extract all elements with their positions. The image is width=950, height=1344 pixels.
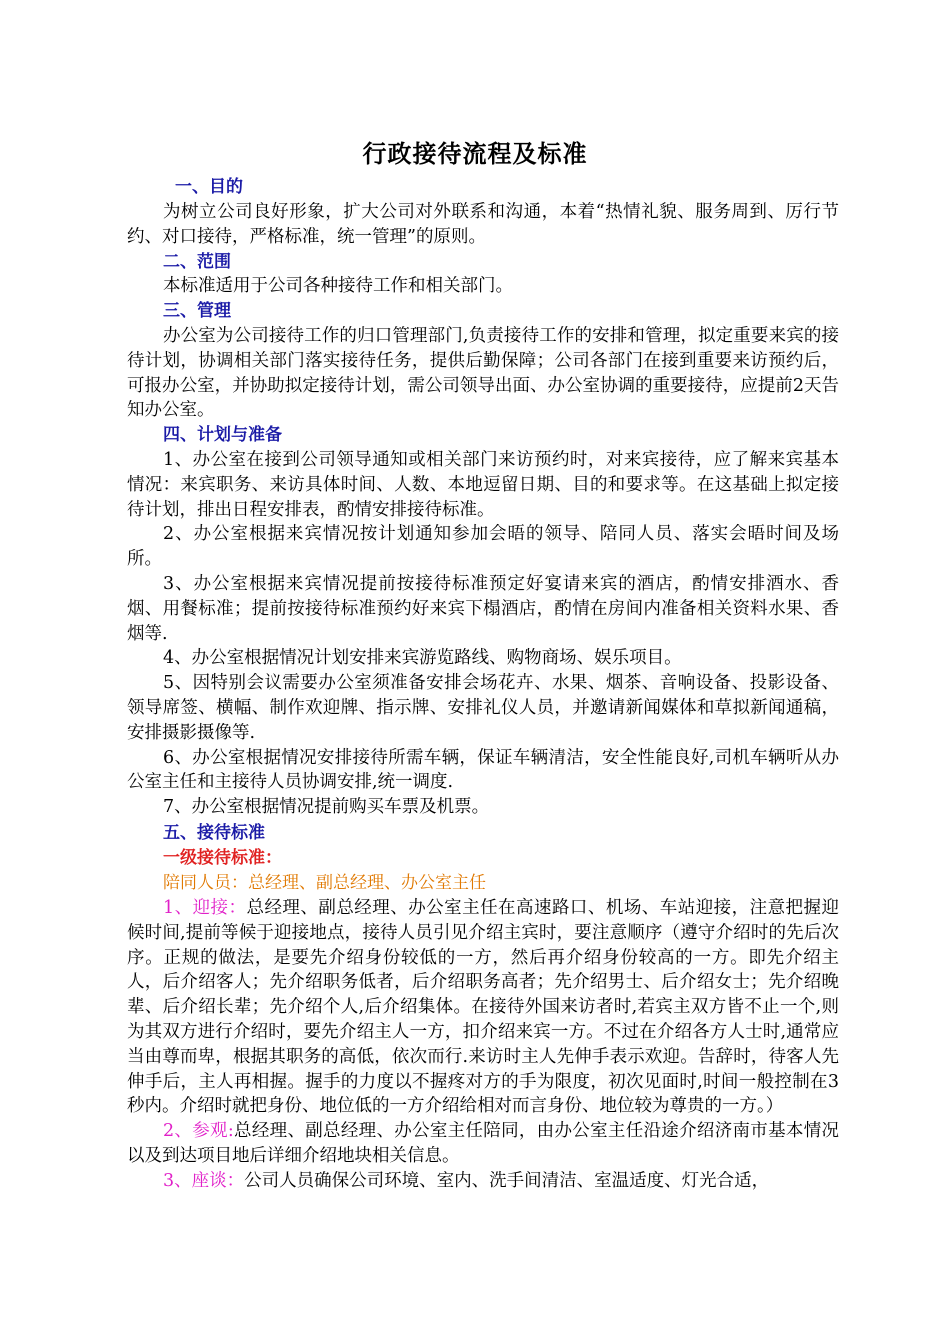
talk-tag: 3、座谈： (163, 1170, 245, 1191)
planning-item-3: 3、办公室根据来宾情况提前按接待标准预定好宴请来宾的酒店，酌情安排酒水、香烟、用餐标准；提前按接待标准预约好来宾下榻酒店，酌情在房间内准备相关资料水果、香烟等. (127, 573, 839, 644)
accompany-line: 陪同人员：总经理、副总经理、办公室主任 (163, 873, 486, 893)
welcome-tag: 1、迎接： (163, 898, 247, 918)
section-heading-standards: 五、接待标准 (163, 823, 265, 843)
talk-paragraph (127, 1169, 839, 1194)
planning-item-4: 4、办公室根据情况计划安排来宾游览路线、购物商场、娱乐项目。 (163, 648, 682, 669)
purpose-paragraph: 为树立公司良好形象，扩大公司对外联系和沟通，本着“热情礼貌、服务周到、厉行节约、对口接待，严格标准，统一管理”的原则。 (127, 202, 839, 247)
planning-item-5: 5、因特别会议需要办公室须准备安排会场花卉、水果、烟茶、音响设备、投影设备、领导席签、横幅、制作欢迎牌、指示牌、安排礼仪人员，并邀请新闻媒体和草拟新闻通稿，安排摄影摄像等. (127, 673, 839, 743)
section-body-management (127, 324, 839, 423)
visit-paragraph (127, 1119, 839, 1169)
welcome-text: 总经理、副总经理、办公室主任在高速路口、机场、车站迎接，注意把握迎候时间,提前等候于迎接地点，接待人员引见介绍主宾时，要注意顺序（遵守介绍时的先后次序。正规的做法，是要先介绍身份较低的一方，然后再介绍身份较高的一方。即先介绍主人，后介绍客人；先介绍职务低者，后介绍职务高者；先介绍男士、后介绍女士；先介绍晚辈、后介绍长辈；先介绍个人,后介绍集体。在接待外国来访者时,若宾主双方皆不止一个,则为其双方进行介绍时，要先介绍主人一方，扣介绍来宾一方。不过在介绍各方人士时,通常应当由尊而卑，根据其职务的高低，依次而行.来访时主人先伸手表示欢迎。告辞时，待客人先伸手后，主人再相握。握手的力度以不握疼对方的手为限度，初次见面时,时间一般控制在3秒内。介绍时就把身份、地位低的一方介绍给相对而言身份、地位较为尊贵的一方。） (127, 898, 839, 1117)
section-heading-management: 三、管理 (163, 301, 231, 321)
management-paragraph: 办公室为公司接待工作的归口管理部门,负责接待工作的安排和管理，拟定重要来宾的接待计划，协调相关部门落实接待任务，提供后勤保障；公司各部门在接到重要来访预约后，可报办公室，并协助拟定接待计划，需公司领导出面、办公室协调的重要接待，应提前2天告知办公室。 (127, 326, 839, 421)
welcome-paragraph (127, 896, 839, 1119)
talk-text: 公司人员确保公司环境、室内、洗手间清洁、室温适度、灯光合适， (244, 1170, 770, 1191)
visit-text: 总经理、副总经理、办公室主任陪同，由办公室主任沿途介绍济南市基本情况以及到达项目地后详细介绍地块相关信息。 (127, 1121, 840, 1166)
section-body-purpose (127, 200, 839, 250)
section-heading-purpose: 一、目的 (175, 177, 243, 197)
planning-item-6: 6、办公室根据情况安排接待所需车辆，保证车辆清洁，安全性能良好,司机车辆听从办公室主任和主接待人员协调安排,统一调度. (127, 747, 839, 793)
planning-item-2: 2、办公室根据来宾情况按计划通知参加会晤的领导、陪同人员、落实会晤时间及场所。 (127, 524, 839, 570)
section-body-standards (127, 896, 839, 1194)
section-body-planning (127, 448, 839, 820)
planning-item-7: 7、办公室根据情况提前购买车票及机票。 (163, 797, 490, 818)
section-heading-scope: 二、范围 (163, 252, 231, 272)
level1-heading: 一级接待标准： (163, 848, 282, 868)
document-title: 行政接待流程及标准 (362, 139, 588, 168)
section-heading-planning: 四、计划与准备 (163, 425, 282, 445)
scope-paragraph: 本标准适用于公司各种接待工作和相关部门。 (163, 276, 513, 296)
planning-item-1: 1、办公室在接到公司领导通知或相关部门来访预约时，对来宾接待，应了解来宾基本情况：来宾职务、来访具体时间、人数、本地逗留日期、目的和要求等。在这基础上拟定接待计划，排出日程安排表，酌情安排接待标准。 (127, 450, 839, 520)
section-body-scope (127, 274, 839, 299)
visit-tag: 2、参观: (163, 1121, 234, 1142)
